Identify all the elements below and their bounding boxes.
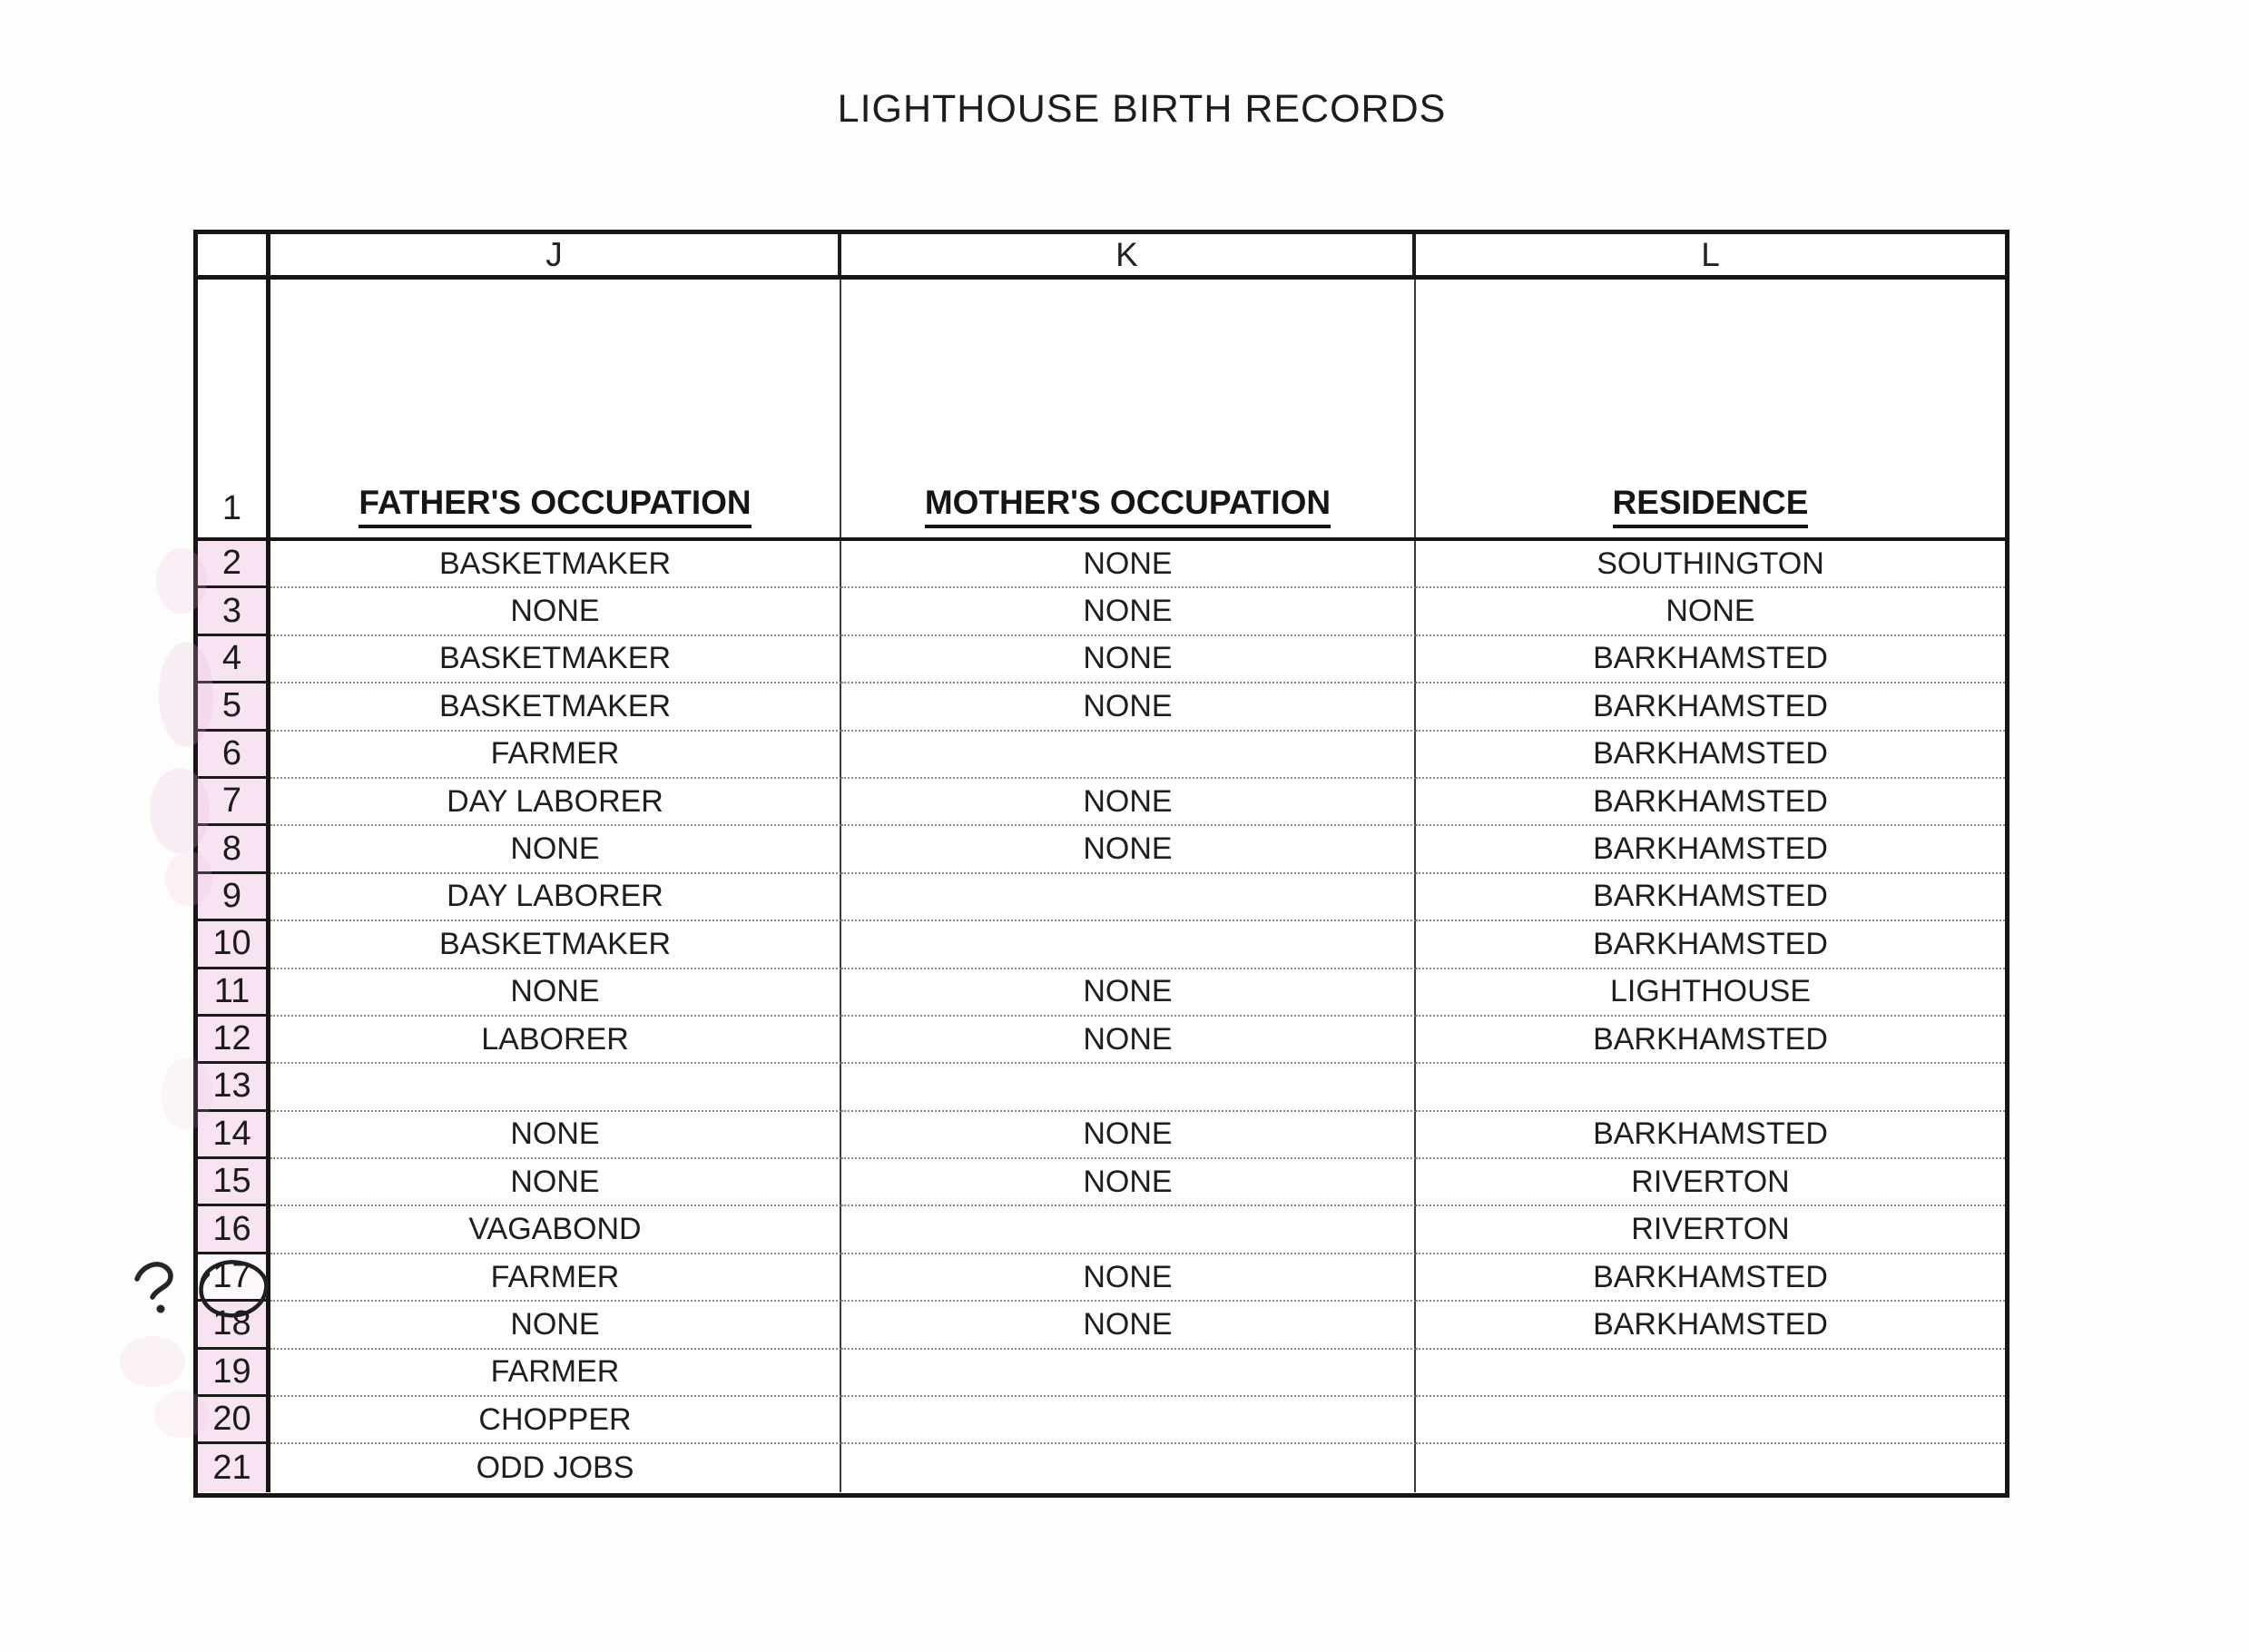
cell-l: BARKHAMSTED (1416, 683, 2005, 731)
cell-l: BARKHAMSTED (1416, 1017, 2005, 1064)
cell-k: NONE (841, 541, 1416, 588)
row-number: 10 (198, 921, 270, 969)
row-number: 11 (198, 969, 270, 1017)
row-number: 21 (198, 1444, 270, 1491)
header-label: RESIDENCE (1613, 484, 1809, 528)
row-number: 8 (198, 826, 270, 873)
table-row (198, 1302, 2005, 1349)
row-number: 13 (198, 1064, 270, 1111)
table-row (198, 826, 2005, 873)
cell-l (1416, 1444, 2005, 1491)
cell-l: BARKHAMSTED (1416, 1254, 2005, 1302)
row-number: 5 (198, 683, 270, 731)
cell-l: LIGHTHOUSE (1416, 969, 2005, 1017)
cell-k: NONE (841, 779, 1416, 826)
cell-k: NONE (841, 826, 1416, 873)
row-number: 20 (198, 1397, 270, 1444)
cell-j: BASKETMAKER (270, 921, 841, 969)
cell-l: BARKHAMSTED (1416, 1112, 2005, 1159)
table-row (198, 1444, 2005, 1491)
cell-l (1416, 1397, 2005, 1444)
cell-k: NONE (841, 636, 1416, 683)
row-number: 6 (198, 732, 270, 779)
cell-j: NONE (270, 588, 841, 635)
cell-j: NONE (270, 969, 841, 1017)
row-number: 17 (198, 1254, 270, 1302)
cell-l: BARKHAMSTED (1416, 826, 2005, 873)
cell-k: NONE (841, 1017, 1416, 1064)
cell-k (841, 1397, 1416, 1444)
column-letter-l: L (1701, 235, 1720, 273)
cell-j: LABORER (270, 1017, 841, 1064)
row-number: 4 (198, 636, 270, 683)
cell-l: SOUTHINGTON (1416, 541, 2005, 588)
cell-j: BASKETMAKER (270, 636, 841, 683)
cell-j: NONE (270, 1159, 841, 1206)
cell-j: DAY LABORER (270, 779, 841, 826)
cell-l: RIVERTON (1416, 1206, 2005, 1254)
row-number: 7 (198, 779, 270, 826)
cell-k (841, 874, 1416, 921)
table-row (198, 1206, 2005, 1254)
cell-j: NONE (270, 1112, 841, 1159)
table-row (198, 588, 2005, 635)
table-row (198, 636, 2005, 683)
cell-j: BASKETMAKER (270, 683, 841, 731)
row-number: 15 (198, 1159, 270, 1206)
column-letter-k: K (841, 234, 1416, 275)
header-residence (1416, 280, 2005, 537)
row-number: 19 (198, 1350, 270, 1397)
cell-j: FARMER (270, 732, 841, 779)
table-row (198, 1017, 2005, 1064)
cell-j: FARMER (270, 1254, 841, 1302)
cell-j: FARMER (270, 1350, 841, 1397)
table-row (198, 732, 2005, 779)
table-row (198, 541, 2005, 588)
table-row (198, 1397, 2005, 1444)
page-title: LIGHTHOUSE BIRTH RECORDS (837, 87, 1447, 131)
header-fathers-occupation (270, 280, 841, 537)
spreadsheet-table (193, 230, 2009, 1498)
cell-j: CHOPPER (270, 1397, 841, 1444)
cell-j: BASKETMAKER (270, 541, 841, 588)
cell-l: BARKHAMSTED (1416, 779, 2005, 826)
table-row (198, 683, 2005, 731)
cell-k (841, 921, 1416, 969)
header-mothers-occupation (841, 280, 1416, 537)
cell-l (1416, 1350, 2005, 1397)
table-row (198, 1064, 2005, 1111)
table-row (198, 874, 2005, 921)
row-number: 12 (198, 1017, 270, 1064)
cell-k (841, 1064, 1416, 1111)
table-row (198, 1254, 2005, 1302)
cell-l: BARKHAMSTED (1416, 874, 2005, 921)
cell-j: ODD JOBS (270, 1444, 841, 1491)
row-number: 16 (198, 1206, 270, 1254)
cell-k (841, 1350, 1416, 1397)
cell-k: NONE (841, 588, 1416, 635)
cell-l: RIVERTON (1416, 1159, 2005, 1206)
row-number: 3 (198, 588, 270, 635)
cell-k (841, 732, 1416, 779)
cell-j: VAGABOND (270, 1206, 841, 1254)
column-header-row (198, 234, 2005, 280)
cell-l: BARKHAMSTED (1416, 732, 2005, 779)
cell-k: NONE (841, 1159, 1416, 1206)
header-label: MOTHER'S OCCUPATION (925, 484, 1331, 528)
cell-l: BARKHAMSTED (1416, 921, 2005, 969)
row-number: 9 (198, 874, 270, 921)
cell-j: NONE (270, 826, 841, 873)
cell-l (1416, 1064, 2005, 1111)
question-mark-annotation (137, 1264, 171, 1313)
header-label: FATHER'S OCCUPATION (359, 484, 751, 528)
column-letter-j: J (270, 234, 841, 275)
row-number: 14 (198, 1112, 270, 1159)
row-number: 1 (198, 280, 270, 537)
cell-l: BARKHAMSTED (1416, 636, 2005, 683)
cell-j: NONE (270, 1302, 841, 1349)
cell-k: NONE (841, 683, 1416, 731)
cell-l: NONE (1416, 588, 2005, 635)
row-number: 2 (198, 541, 270, 588)
corner-cell (198, 234, 270, 275)
table-row (198, 1159, 2005, 1206)
cell-j: DAY LABORER (270, 874, 841, 921)
cell-k: NONE (841, 1302, 1416, 1349)
field-title-row (198, 280, 2005, 541)
table-row (198, 779, 2005, 826)
cell-k: NONE (841, 969, 1416, 1017)
table-row (198, 969, 2005, 1017)
table-row (198, 921, 2005, 969)
cell-k (841, 1206, 1416, 1254)
table-row (198, 1112, 2005, 1159)
cell-k: NONE (841, 1112, 1416, 1159)
cell-k: NONE (841, 1254, 1416, 1302)
row-number: 18 (198, 1302, 270, 1349)
cell-l: BARKHAMSTED (1416, 1302, 2005, 1349)
cell-k (841, 1444, 1416, 1491)
cell-j (270, 1064, 841, 1111)
table-row (198, 1350, 2005, 1397)
